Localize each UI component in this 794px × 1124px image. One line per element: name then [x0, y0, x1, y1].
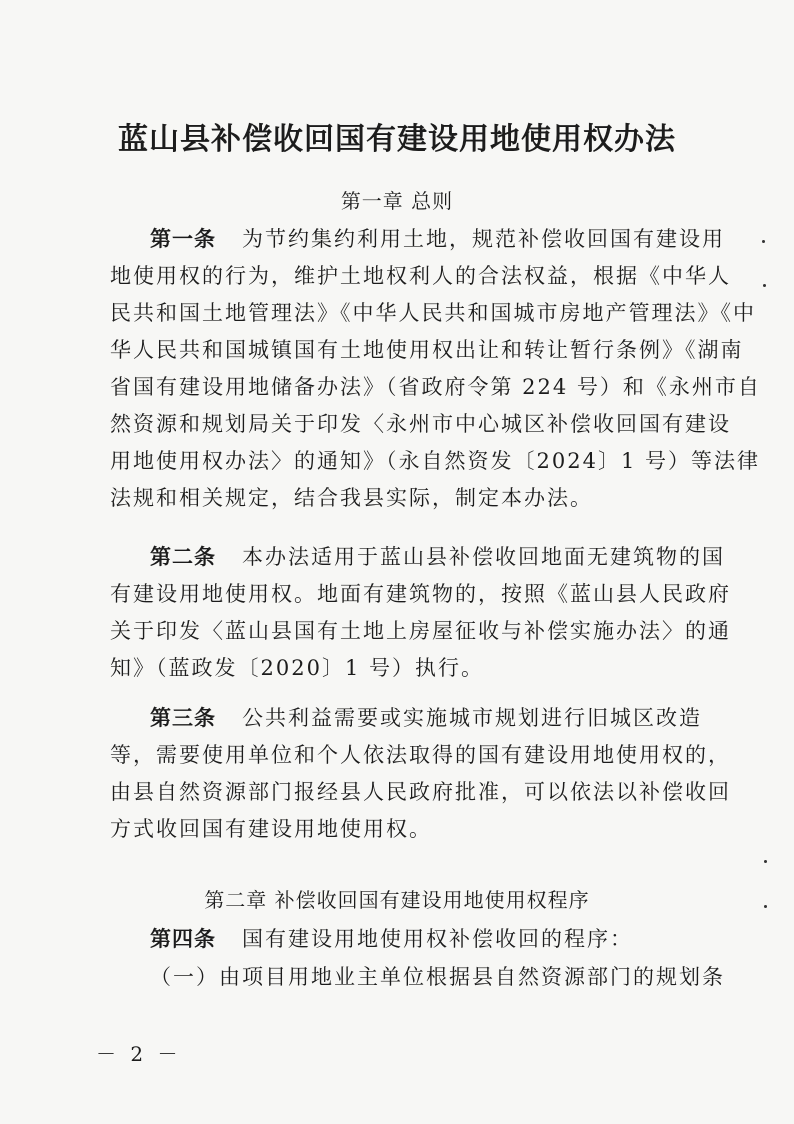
article-2-line: 知》（蓝政发〔2020〕1 号）执行。: [110, 656, 484, 680]
article-3-line: 方式收回国有建设用地使用权。: [110, 817, 432, 841]
scan-speck: [763, 284, 766, 287]
article-3-first-line: [150, 703, 740, 733]
article-4-first-line: [150, 924, 740, 954]
article-1-text: 为节约集约利用土地，规范补偿收回国有建设用: [242, 227, 726, 251]
article-3-text: 公共利益需要或实施城市规划进行旧城区改造: [242, 706, 703, 730]
article-1-line: 省国有建设用地储备办法》（省政府令第 224 号）和《永州市自: [110, 375, 761, 399]
article-1-first-line: [150, 224, 740, 254]
scan-speck: [764, 860, 767, 863]
page-number: － 2 －: [96, 1042, 182, 1066]
chapter-heading-1: 第一章 总则: [340, 189, 454, 213]
article-2-label: 第二条: [150, 545, 216, 569]
article-3-label: 第三条: [150, 706, 216, 730]
article-1-line: 民共和国土地管理法》《中华人民共和国城市房地产管理法》《中: [110, 301, 756, 325]
chapter-heading-2: 第二章 补偿收回国有建设用地使用权程序: [204, 888, 590, 912]
article-2-line: 有建设用地使用权。地面有建筑物的，按照《蓝山县人民政府: [110, 582, 731, 606]
article-3-line: 由县自然资源部门报经县人民政府批准，可以依法以补偿收回: [110, 780, 731, 804]
scan-speck: [762, 240, 765, 243]
article-1-line: 华人民共和国城镇国有土地使用权出让和转让暂行条例》《湖南: [110, 338, 744, 362]
article-4-text: 国有建设用地使用权补偿收回的程序：: [242, 927, 634, 951]
document-title: 蓝山县补偿收回国有建设用地使用权办法: [118, 122, 676, 157]
article-4-label: 第四条: [150, 927, 216, 951]
article-1-line: 地使用权的行为，维护土地权利人的合法权益，根据《中华人: [110, 264, 731, 288]
article-2-line: 关于印发〈蓝山县国有土地上房屋征收与补偿实施办法〉的通: [110, 619, 731, 643]
item-1-line: （一）由项目用地业主单位根据县自然资源部门的规划条: [150, 965, 725, 989]
article-2-first-line: [150, 542, 740, 572]
article-2-text: 本办法适用于蓝山县补偿收回地面无建筑物的国: [242, 545, 726, 569]
scan-speck: [764, 905, 767, 908]
article-1-label: 第一条: [150, 227, 216, 251]
article-3-line: 等，需要使用单位和个人依法取得的国有建设用地使用权的，: [110, 743, 731, 767]
article-1-line: 用地使用权办法〉的通知》（永自然资发〔2024〕1 号）等法律: [110, 449, 760, 473]
article-1-line: 法规和相关规定，结合我县实际，制定本办法。: [110, 486, 593, 510]
article-1-line: 然资源和规划局关于印发〈永州市中心城区补偿收回国有建设: [110, 412, 731, 436]
